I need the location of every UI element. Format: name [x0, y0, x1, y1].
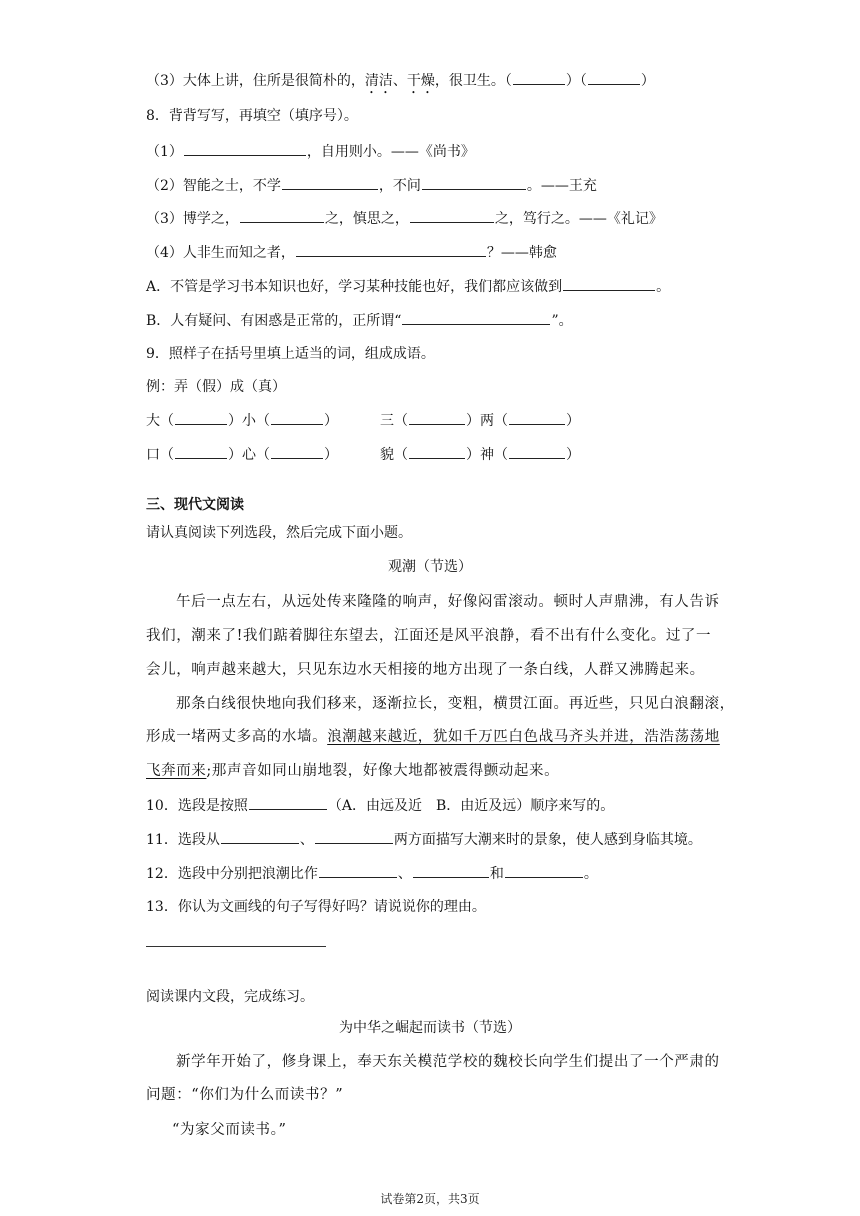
q8-line-2: （2）智能之士，不学 ，不问 。——王充: [146, 175, 597, 196]
passage-line: 会儿，响声越来越大，只见东边水天相接的地方出现了一条白线，人群又沸腾起来。: [146, 662, 705, 678]
answer-blank[interactable]: [509, 444, 565, 459]
answer-blank[interactable]: [422, 175, 526, 190]
passage-line: 午后一点左右，从远处传来隆隆的响声，好像闷雷滚动。顿时人声鼎沸，有人告诉: [176, 594, 720, 610]
underlined-sentence: 飞奔而来: [146, 763, 207, 779]
passage-line: 那条白线很快地向我们移来，逐渐拉长，变粗，横贯江面。再近些，只见白浪翻滚，: [176, 696, 735, 712]
section-heading: 三、现代文阅读: [146, 497, 244, 513]
answer-blank[interactable]: [563, 276, 655, 291]
passage-line: 新学年开始了，修身课上，奉天东关模范学校的魏校长向学生们提出了一个严肃的: [176, 1054, 720, 1070]
answer-blank[interactable]: [249, 795, 327, 810]
passage-line: “为家父而读书。”: [172, 1122, 287, 1138]
answer-blank[interactable]: [282, 175, 378, 190]
q8-line-3: （3）博学之， 之，慎思之， 之，笃行之。——《礼记》: [146, 208, 663, 229]
underlined-sentence: 浪潮越来越近，犹如千万匹白色战马齐头并进，浩浩荡荡地: [327, 729, 720, 745]
answer-blank[interactable]: [413, 863, 489, 878]
answer-blank[interactable]: [175, 410, 227, 425]
answer-blank[interactable]: [240, 208, 324, 223]
answer-blank[interactable]: [509, 410, 565, 425]
dotted-word-a: 清洁: [364, 73, 393, 89]
q8-line-1: （1） ，自用则小。——《尚书》: [146, 141, 475, 162]
passage-title: 为中华之崛起而读书（节选）: [339, 1020, 521, 1036]
answer-blank[interactable]: [175, 444, 227, 459]
page-footer: 试卷第2页，共3页: [380, 1192, 480, 1206]
answer-blank[interactable]: [319, 863, 397, 878]
answer-blank[interactable]: [409, 410, 465, 425]
reading-instruction: 阅读课内文段，完成练习。: [146, 989, 314, 1005]
q11: 11．选段从 、 两方面描写大潮来时的景象，使人感到身临其境。: [146, 829, 702, 850]
q8-line-4: （4）人非生而知之者， ？——韩愈: [146, 242, 557, 263]
q9-row-1: [146, 410, 580, 431]
answer-blank[interactable]: [296, 242, 486, 257]
q8-title: 8．背背写写，再填空（填序号）。: [146, 108, 358, 124]
answer-blank[interactable]: [184, 141, 306, 156]
q13: 13．你认为文画线的句子写得好吗？请说说你的理由。: [146, 899, 486, 915]
answer-line[interactable]: [146, 946, 326, 947]
answer-blank[interactable]: [271, 410, 323, 425]
q10: 10．选段是按照 （A．由远及近 B．由近及远）顺序来写的。: [146, 795, 614, 816]
q9-example: 例：弄（假）成（真）: [146, 379, 286, 395]
q12: 12．选段中分别把浪潮比作 、 和 。: [146, 863, 598, 884]
q9-title: 9．照样子在括号里填上适当的词，组成成语。: [146, 346, 435, 362]
idiom-item: 大（ ）小（ ）: [146, 410, 380, 431]
answer-blank[interactable]: [221, 829, 299, 844]
answer-blank[interactable]: [315, 829, 393, 844]
answer-blank[interactable]: [588, 70, 640, 85]
idiom-item: 三（ ）两（ ）: [380, 410, 580, 431]
q8-option-a: A．不管是学习书本知识也好，学习某种技能也好，我们都应该做到 。: [146, 276, 670, 297]
passage-line: 形成一堵两丈多高的水墙。浪潮越来越近，犹如千万匹白色战马齐头并进，浩浩荡荡地: [146, 729, 720, 745]
answer-blank[interactable]: [409, 444, 465, 459]
q9-row-2: [146, 444, 580, 465]
passage-title: 观潮（节选）: [388, 559, 472, 575]
answer-blank[interactable]: [513, 70, 565, 85]
idiom-item: 口（ ）心（ ）: [146, 444, 380, 465]
answer-blank[interactable]: [271, 444, 323, 459]
answer-blank[interactable]: [410, 208, 494, 223]
passage-line: 我们，潮来了!我们踮着脚往东望去，江面还是风平浪静，看不出有什么变化。过了一: [146, 628, 712, 644]
q8-option-b: B．人有疑问、有困惑是正常的，正所谓“ ”。: [146, 310, 573, 331]
section-instruction: 请认真阅读下列选段，然后完成下面小题。: [146, 525, 412, 541]
dotted-word-b: 干燥: [406, 73, 435, 89]
idiom-item: 貌（ ）神（ ）: [380, 444, 580, 465]
answer-blank[interactable]: [402, 310, 550, 325]
answer-blank[interactable]: [505, 863, 583, 878]
passage-line: 飞奔而来;那声音如同山崩地裂，好像大地都被震得颤动起来。: [146, 763, 560, 779]
passage-line: 问题：“你们为什么而读书？”: [146, 1087, 344, 1103]
q7-item-3: （3）大体上讲，住所是很简朴的，清洁、干燥，很卫生。（ ）（ ）: [146, 70, 655, 97]
